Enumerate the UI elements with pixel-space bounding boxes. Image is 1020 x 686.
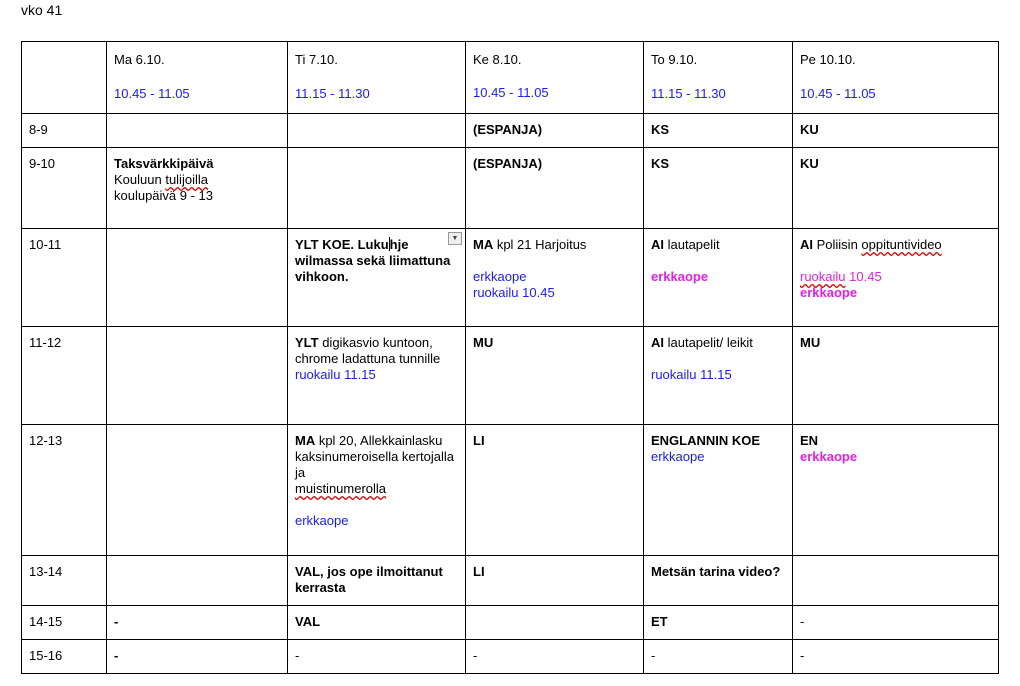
cell-fri[interactable]: MU	[793, 327, 999, 425]
slot-label: 14-15	[22, 606, 107, 640]
slot-label: 11-12	[22, 327, 107, 425]
slot-label: 10-11	[22, 229, 107, 327]
cell-wed[interactable]: (ESPANJA)	[466, 148, 644, 229]
row-14-15	[22, 606, 999, 640]
cell-tue[interactable]: YLT digikasvio kuntoon, chrome ladattuna tunnille ruokailu 11.15	[288, 327, 466, 425]
week-title: vko 41	[21, 2, 63, 18]
cell-fri[interactable]: KU	[793, 114, 999, 148]
cell-tue[interactable]: -	[288, 640, 466, 674]
row-12-13	[22, 425, 999, 556]
dropdown-arrow-icon[interactable]: ▼	[448, 232, 462, 245]
slot-label: 12-13	[22, 425, 107, 556]
cell-tue[interactable]	[288, 114, 466, 148]
row-10-11	[22, 229, 999, 327]
cell-thu[interactable]: AI lautapelit erkkaope	[644, 229, 793, 327]
cell-tue[interactable]	[288, 148, 466, 229]
header-thu[interactable]: To 9.10. 11.15 - 11.30	[644, 42, 793, 114]
cell-fri[interactable]: KU	[793, 148, 999, 229]
cell-fri[interactable]: AI Poliisin oppituntivideo ruokailu 10.45 erkkaope	[793, 229, 999, 327]
row-8-9	[22, 114, 999, 148]
header-row	[22, 42, 999, 114]
cell-fri[interactable]: EN erkkaope	[793, 425, 999, 556]
header-fri[interactable]: Pe 10.10. 10.45 - 11.05	[793, 42, 999, 114]
slot-label: 13-14	[22, 556, 107, 606]
cell-mon[interactable]: -	[107, 640, 288, 674]
header-wed[interactable]: Ke 8.10. 10.45 - 11.05	[466, 42, 644, 114]
cell-thu[interactable]: AI lautapelit/ leikit ruokailu 11.15	[644, 327, 793, 425]
cell-mon[interactable]	[107, 327, 288, 425]
cell-wed[interactable]	[466, 606, 644, 640]
cell-mon[interactable]	[107, 425, 288, 556]
cell-fri[interactable]: -	[793, 640, 999, 674]
cell-fri[interactable]: -	[793, 606, 999, 640]
corner-cell[interactable]	[22, 42, 107, 114]
header-mon[interactable]: Ma 6.10. 10.45 - 11.05	[107, 42, 288, 114]
row-13-14	[22, 556, 999, 606]
slot-label: 9-10	[22, 148, 107, 229]
cell-tue[interactable]: VAL, jos ope ilmoittanut kerrasta	[288, 556, 466, 606]
header-tue[interactable]: Ti 7.10. 11.15 - 11.30	[288, 42, 466, 114]
cell-tue[interactable]: MA kpl 20, Allekkainlasku kaksinumeroisella kertojalla ja muistinumerolla erkkaope	[288, 425, 466, 556]
cell-wed[interactable]: LI	[466, 556, 644, 606]
row-9-10	[22, 148, 999, 229]
cell-tue[interactable]: VAL	[288, 606, 466, 640]
cell-mon[interactable]: -	[107, 606, 288, 640]
cell-mon[interactable]	[107, 229, 288, 327]
cell-fri[interactable]	[793, 556, 999, 606]
schedule-table	[21, 41, 999, 674]
row-11-12	[22, 327, 999, 425]
cell-tue[interactable]: ▼ YLT KOE. Lukuhje wilmassa sekä liimattuna vihkoon.	[288, 229, 466, 327]
cell-thu[interactable]: -	[644, 640, 793, 674]
cell-wed[interactable]: (ESPANJA)	[466, 114, 644, 148]
cell-wed[interactable]: MA kpl 21 Harjoitus erkkaope ruokailu 10.45	[466, 229, 644, 327]
cell-thu[interactable]: ET	[644, 606, 793, 640]
cell-thu[interactable]: KS	[644, 114, 793, 148]
cell-wed[interactable]: LI	[466, 425, 644, 556]
cell-wed[interactable]: -	[466, 640, 644, 674]
cell-thu[interactable]: Metsän tarina video?	[644, 556, 793, 606]
cell-mon[interactable]	[107, 556, 288, 606]
cell-mon[interactable]: Taksvärkkipäivä Kouluun tulijoilla koulupäivä 9 - 13	[107, 148, 288, 229]
slot-label: 15-16	[22, 640, 107, 674]
cell-thu[interactable]: KS	[644, 148, 793, 229]
row-15-16	[22, 640, 999, 674]
cell-wed[interactable]: MU	[466, 327, 644, 425]
cell-thu[interactable]: ENGLANNIN KOE erkkaope	[644, 425, 793, 556]
cell-mon[interactable]	[107, 114, 288, 148]
slot-label: 8-9	[22, 114, 107, 148]
